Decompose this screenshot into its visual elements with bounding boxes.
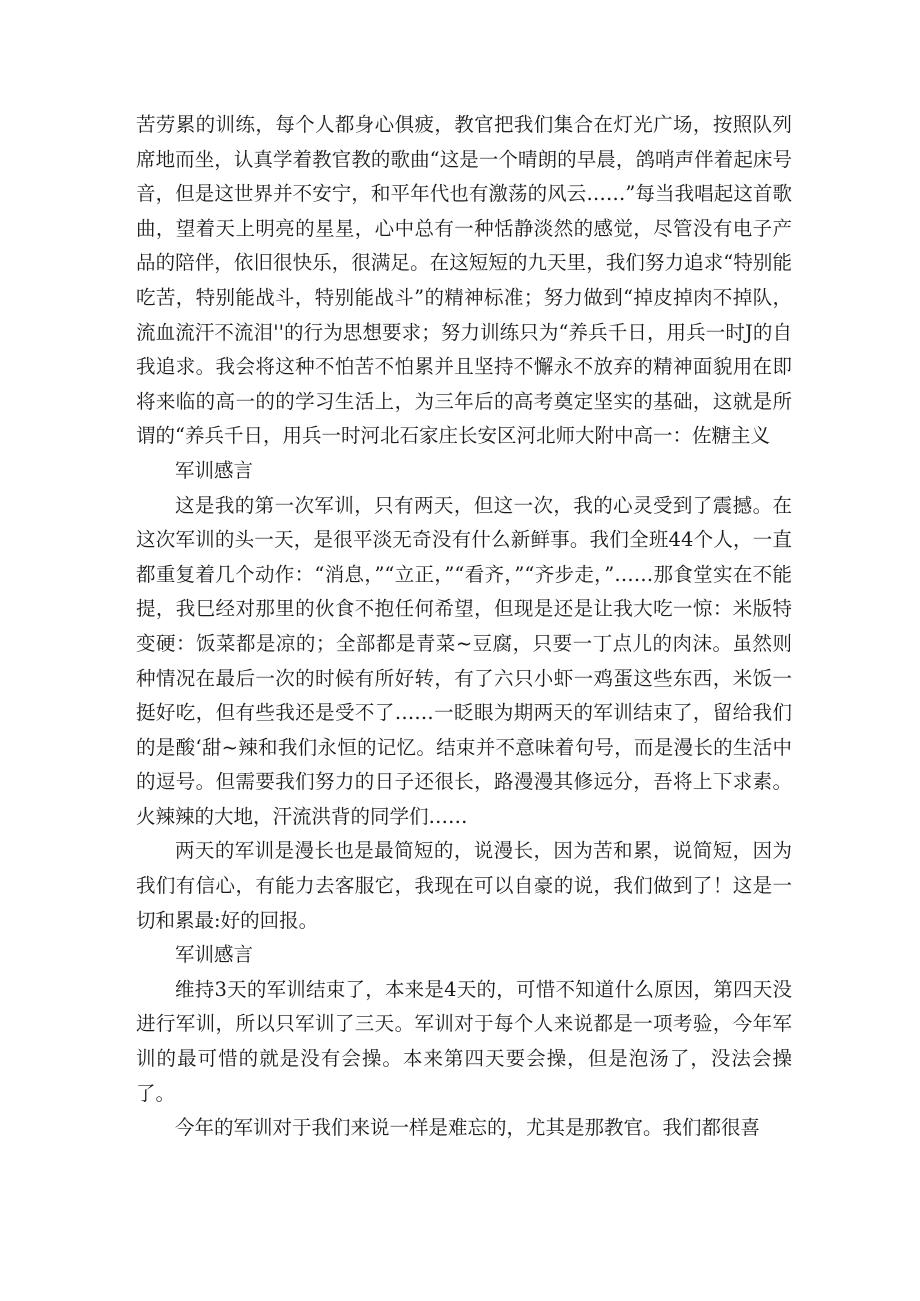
paragraph-first-training: 这是我的第一次军训，只有两天，但这一次，我的心灵受到了震撼。在这次军训的头一天，是很平淡无奇没有什么新鲜事。我们全班44个人，一直都重复着几个动作：“消息，”“立正，”“看齐，”“齐步走，”……那食堂实在不能提，我巳经对那里的伙食不抱任何希望，但现是还是让我大吃一惊：米版特变硬：饭菜都是凉的；全部都是青菜~豆腐，只要一丁点儿的肉沫。虽然则种情况在最后一次的时候有所好转，有了六只小虾一鸡蛋这些东西，米饭一挺好吃，但有些我还是受不了……一眨眼为期两天的军训结束了，留给我们的是酸‘甜~辣和我们永恒的记忆。结束并不意味着句号，而是漫长的生活中的逗号。但需要我们努力的日子还很长，路漫漫其修远分，吾将上下求素。火辣辣的大地，汗流洪背的同学们…… [136, 493, 792, 828]
document-body [136, 108, 792, 1146]
section-heading-1: 军训感言 [175, 458, 254, 482]
paragraph-continuation: 苦劳累的训练，每个人都身心俱疲，教官把我们集合在灯光广场，按照队列席地而坐，认真学着教官教的歌曲“这是一个晴朗的早晨，鸽哨声伴着起床号音，但是这世界并不安宁，和平年代也有激荡的风云……”每当我唱起这首歌曲，望着天上明亮的星星，心中总有一种恬静淡然的感觉，尽管没有电子产品的陪伴，依旧很快乐，很满足。在这短短的九天里，我们努力追求“特别能吃苦，特别能战斗，特别能战斗”的精神标准；努力做到“掉皮掉肉不掉队，流血流汗不流泪''的行为思想要求；努力训练只为“养兵千日，用兵一时J的自我追求。我会将这种不怕苦不怕累并且坚持不懈永不放弃的精神面貌用在即将来临的高一的的学习生活上，为三年后的高考奠定坚实的基础，这就是所谓的“养兵千日，用兵一时河北石家庄长安区河北师大附中高一：佐糖主义 [136, 113, 792, 448]
paragraph-two-days: 两天的军训是漫长也是最简短的，说漫长，因为苦和累，说简短，因为我们有信心，有能力去客服它，我现在可以自豪的说，我们做到了！这是一切和累最:好的回报。 [136, 839, 792, 932]
section-heading-2: 军训感言 [175, 943, 254, 967]
paragraph-three-days: 维持3天的军训结束了，本来是4天的，可惜不知道什么原因，第四天没进行军训，所以只军训了三天。军训对于每个人来说都是一项考验，今年军训的最可惜的就是没有会操。本来第四天要会操，但是泡汤了，没法会操了。 [136, 977, 792, 1105]
paragraph-instructor: 今年的军训对于我们来说一样是难忘的，尤其是那教官。我们都很喜 [175, 1116, 761, 1140]
